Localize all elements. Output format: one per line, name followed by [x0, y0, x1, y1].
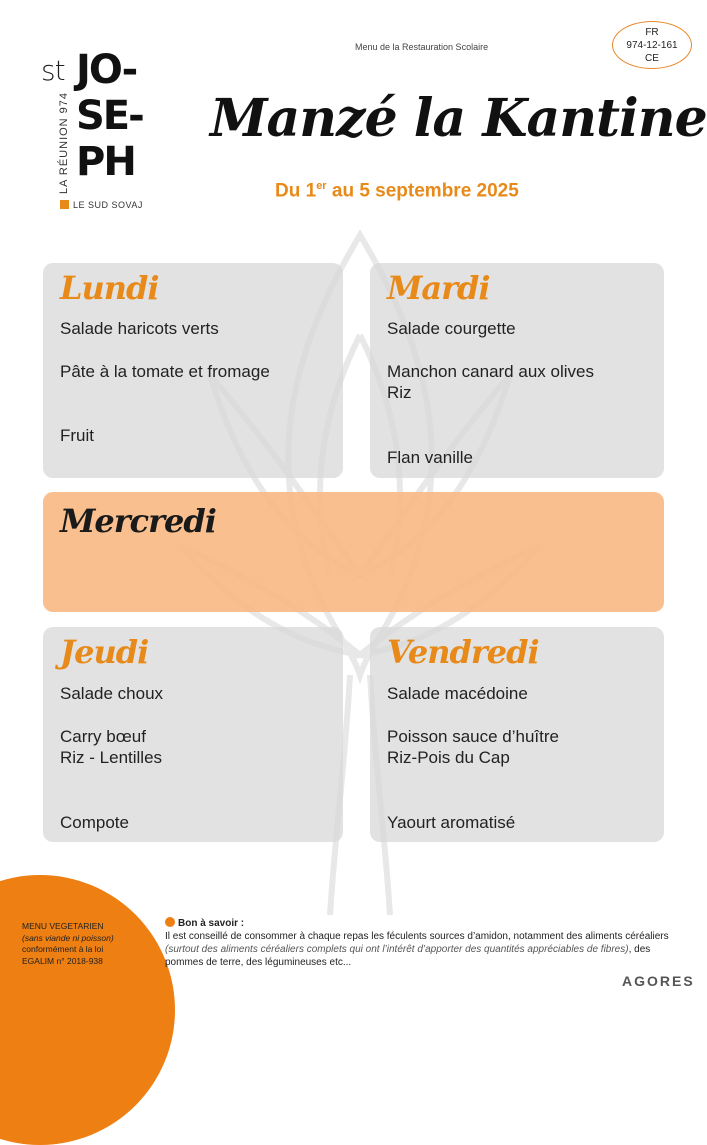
- day-title-jeudi: Jeudi: [60, 633, 149, 671]
- info-icon: [165, 917, 175, 927]
- day-card-mardi: [370, 263, 664, 478]
- sun-icon: [60, 200, 69, 209]
- good-to-know-title: Bon à savoir :: [178, 918, 245, 929]
- logo-tagline-text: LE SUD SOVAJ: [73, 200, 143, 210]
- logo-line-1: JO-: [76, 47, 137, 93]
- date-range: [275, 180, 519, 202]
- menu-item: Pâte à la tomate et fromage: [60, 362, 270, 381]
- logo-st: st: [41, 54, 65, 87]
- veg-law-1: conformément à la loi: [22, 944, 104, 954]
- menu-item: Compote: [60, 813, 129, 832]
- date-prefix: Du 1: [275, 180, 317, 202]
- good-to-know-text-2: , des pommes de terre, des légumineuses etc...: [165, 944, 651, 968]
- logo-line-3: PH: [76, 139, 135, 185]
- logo-vertical-text: LA RÉUNION 974: [58, 91, 70, 194]
- menu-item: Salade choux: [60, 684, 164, 703]
- header-subtitle: Menu de la Restauration Scolaire: [355, 42, 489, 52]
- menu-item: Riz - Lentilles: [60, 748, 163, 767]
- good-to-know: [165, 917, 690, 969]
- badge-line-1: FR: [645, 27, 659, 38]
- menu-item: Yaourt aromatisé: [387, 813, 516, 832]
- good-to-know-text-1: Il est conseillé de consommer à chaque repas les féculents sources d’amidon, notamment des aliments céréaliers: [165, 931, 669, 942]
- day-card-jeudi: [43, 627, 343, 842]
- agores-logo: AGORES: [622, 973, 695, 989]
- logo: [38, 44, 178, 214]
- health-mark-badge: [612, 21, 692, 69]
- menu-item: Salade haricots verts: [60, 319, 219, 338]
- menu-item: Fruit: [60, 426, 94, 445]
- day-title-lundi: Lundi: [60, 269, 159, 307]
- footer-orange-circle: [0, 875, 175, 1145]
- menu-item: Manchon canard aux olives: [387, 362, 594, 381]
- menu-item: Salade courgette: [387, 319, 516, 338]
- day-card-mercredi: [43, 492, 664, 612]
- menu-item: Riz-Pois du Cap: [387, 748, 510, 767]
- menu-item: Poisson sauce d’huître: [387, 727, 559, 746]
- badge-line-3: CE: [645, 53, 659, 64]
- day-card-lundi: [43, 263, 343, 478]
- veg-title: MENU VEGETARIEN: [22, 921, 104, 931]
- badge-line-2: 974-12-161: [626, 40, 678, 51]
- day-title-mardi: Mardi: [387, 269, 490, 307]
- day-title-mercredi: Mercredi: [60, 502, 216, 540]
- date-superscript: er: [316, 180, 327, 192]
- day-card-vendredi: [370, 627, 664, 842]
- logo-tagline: [60, 200, 143, 210]
- veg-law-2: EGALIM n° 2018-938: [22, 955, 103, 966]
- logo-line-2: SE-: [76, 93, 143, 139]
- vegetarian-note: [22, 921, 162, 967]
- day-title-vendredi: Vendredi: [387, 633, 539, 671]
- page-title: Manzé la Kantine: [210, 88, 707, 149]
- menu-item: Flan vanille: [387, 448, 473, 467]
- menu-item: Carry bœuf: [60, 727, 146, 746]
- date-suffix: au 5 septembre 2025: [326, 180, 519, 202]
- menu-item: Riz: [387, 383, 412, 402]
- veg-subtitle: (sans viande ni poisson): [22, 932, 114, 943]
- menu-item: Salade macédoine: [387, 684, 528, 703]
- good-to-know-italic: (surtout des aliments céréaliers complets qui ont l’intérêt d’apporter des quantités appréciables de fibres): [165, 944, 629, 955]
